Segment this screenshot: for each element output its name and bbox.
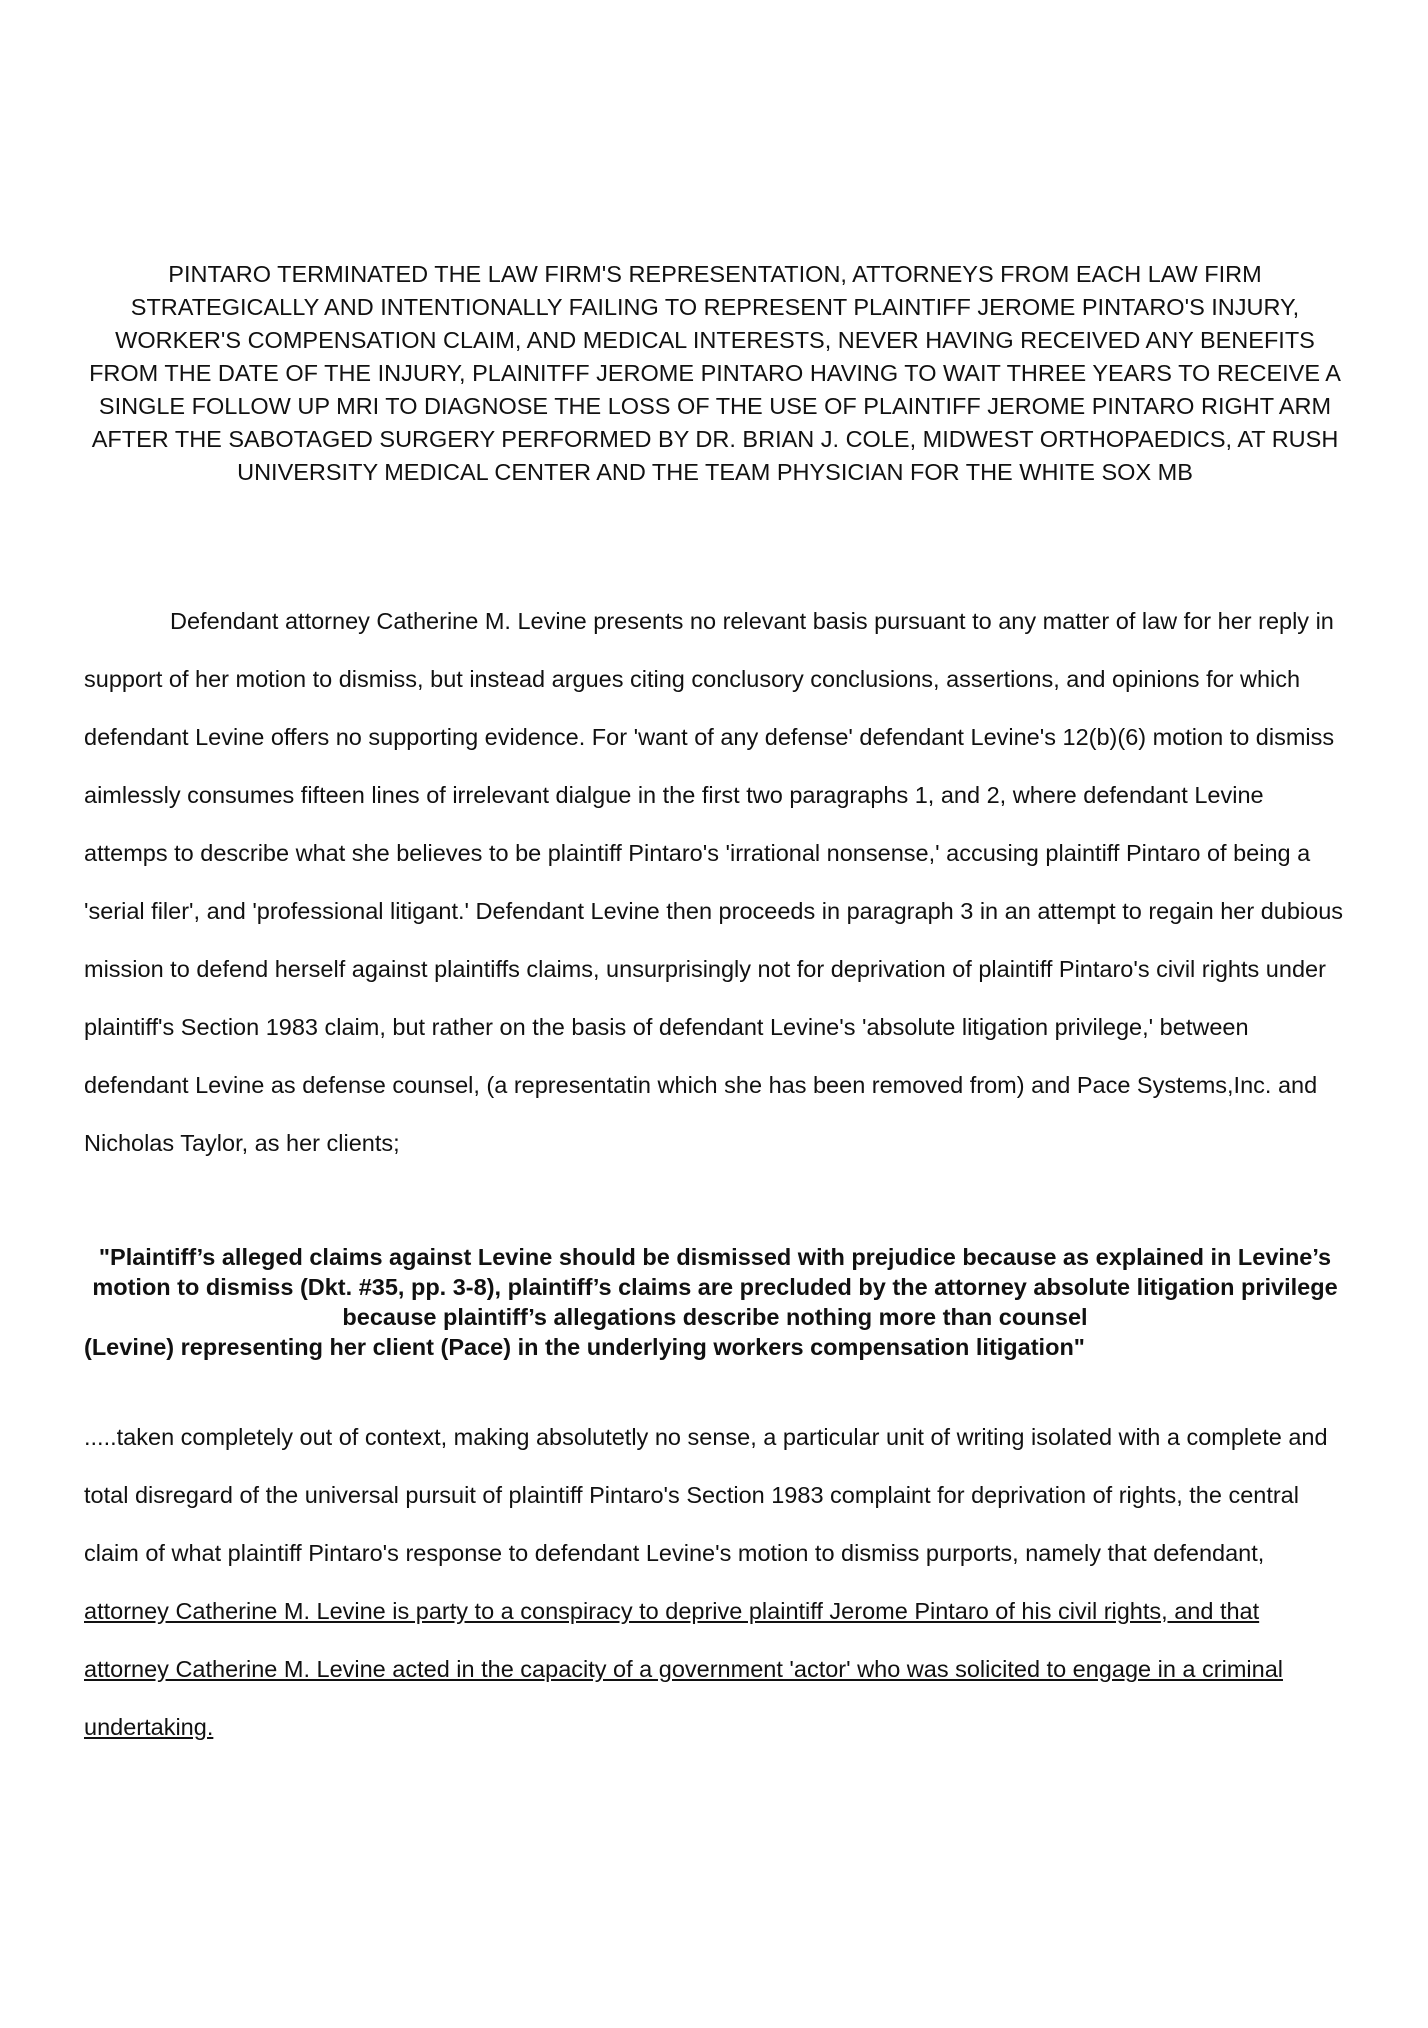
paragraph-response (84, 1408, 1346, 1756)
paragraph-levine-reply: Defendant attorney Catherine M. Levine presents no relevant basis pursuant to any matter of law for her reply in support of her motion to dismiss, but instead argues citing conclusory conclusions, assertions, and opinions for which defendant Levine offers no supporting evidence. For 'want of any defense' defendant Levine's 12(b)(6) motion to dismiss aimlessly consumes fifteen lines of irrelevant dialgue in the first two paragraphs 1, and 2, where defendant Levine attemps to describe what she believes to be plaintiff Pintaro's 'irrational nonsense,' accusing plaintiff Pintaro of being a 'serial filer', and 'professional litigant.' Defendant Levine then proceeds in paragraph 3 in an attempt to regain her dubious mission to defend herself against plaintiffs claims, unsurprisingly not for deprivation of plaintiff Pintaro's civil rights under plaintiff's Section 1983 claim, but rather on the basis of defendant Levine's 'absolute litigation privilege,' between defendant Levine as defense counsel, (a representatin which she has been removed from) and Pace Systems,Inc. and Nicholas Taylor, as her clients; (84, 608, 1344, 1156)
block-quote (84, 1242, 1346, 1362)
block-quote-final-line: (Levine) representing her client (Pace) in the underlying workers compensation litigation" (84, 1334, 1085, 1360)
section-heading: PINTARO TERMINATED THE LAW FIRM'S REPRESENTATION, ATTORNEYS FROM EACH LAW FIRM STRATEGICALLY AND INTENTIONALLY FAILING TO REPRESENT PLAINTIFF JEROME PINTARO'S INJURY, WORKER'S COMPENSATION CLAIM, AND MEDICAL INTERESTS, NEVER HAVING RECEIVED ANY BENEFITS FROM THE DATE OF THE INJURY, PLAINITFF JEROME PINTARO HAVING TO WAIT THREE YEARS TO RECEIVE A SINGLE FOLLOW UP MRI TO DIAGNOSE THE LOSS OF THE USE OF PLAINTIFF JEROME PINTARO RIGHT ARM AFTER THE SABOTAGED SURGERY PERFORMED BY DR. BRIAN J. COLE, MIDWEST ORTHOPAEDICS, AT RUSH UNIVERSITY MEDICAL CENTER AND THE TEAM PHYSICIAN FOR THE WHITE SOX MB (89, 261, 1341, 485)
paragraph-response-text: .....taken completely out of context, making absolutetly no sense, a particular unit of writing isolated with a complete and total disregard of the universal pursuit of plaintiff Pintaro's Section 1983 complaint for deprivation of rights, the central claim of what plaintiff Pintaro's response to defendant Levine's motion to dismiss purports, namely that defendant, (84, 1424, 1328, 1566)
underlined-central-claim: attorney Catherine M. Levine is party to a conspiracy to deprive plaintiff Jerome Pintaro of his civil rights, and that attorney Catherine M. Levine acted in the capacity of a government 'actor' who was solicited to engage in a criminal undertaking. (84, 1598, 1283, 1740)
block-quote-centered: "Plaintiff’s alleged claims against Levine should be dismissed with prejudice because as explained in Levine’s motion to dismiss (Dkt. #35, pp. 3-8), plaintiff’s claims are precluded by the attorney absolute litigation privilege because plaintiff’s allegations describe nothing more than counsel (92, 1244, 1338, 1330)
